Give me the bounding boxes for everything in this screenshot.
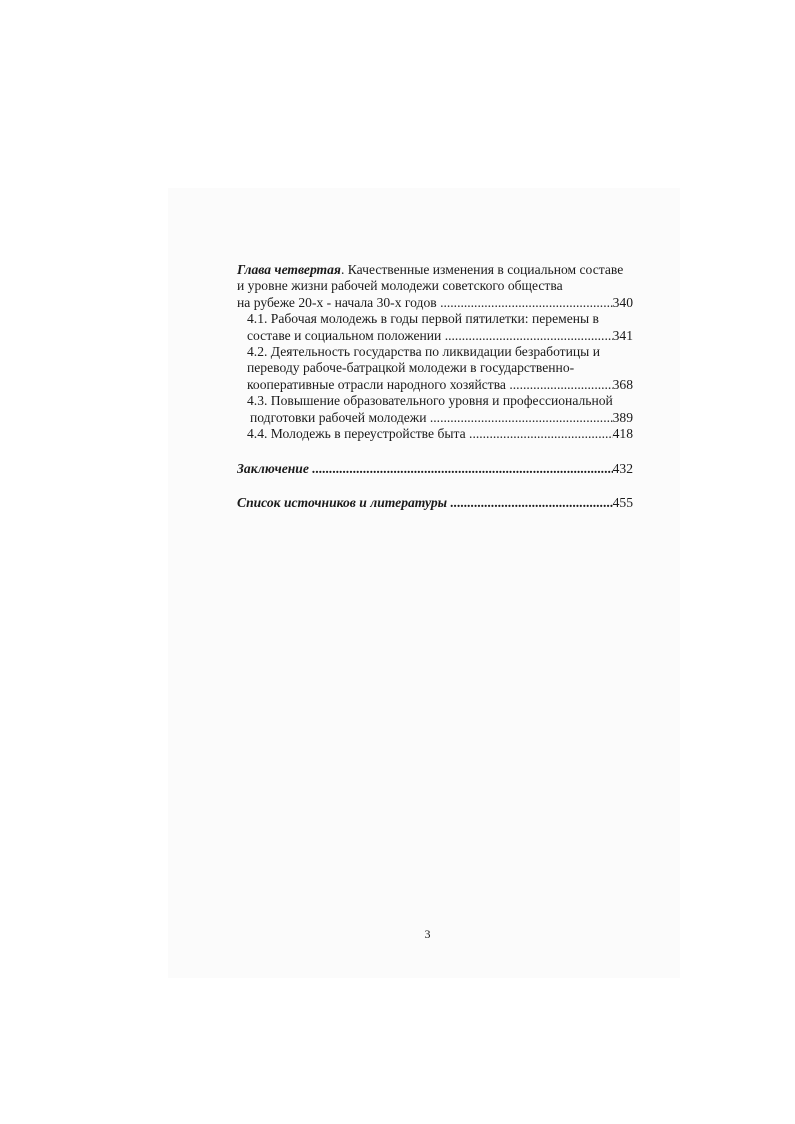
section-4-4-entry[interactable] xyxy=(237,426,633,442)
conclusion-label: Заключение ..... xyxy=(237,461,613,477)
chapter-4-heading xyxy=(237,262,633,278)
chapter-4-entry[interactable] xyxy=(237,295,633,311)
section-4-1-page: 341 xyxy=(612,327,633,343)
section-4-1-line-1: 4.1. Рабочая молодежь в годы первой пятилетки: перемены в xyxy=(247,311,599,327)
sources-entry[interactable] xyxy=(237,495,633,511)
section-4-1-entry[interactable] xyxy=(237,328,633,344)
conclusion-entry[interactable] xyxy=(237,461,633,477)
chapter-4-title-line-2: и уровне жизни рабочей молодежи советского общества xyxy=(237,278,563,294)
conclusion-page: 432 xyxy=(612,461,633,477)
section-4-3-line-2: подготовки рабочей молодежи ..... xyxy=(250,410,613,426)
spacer xyxy=(237,442,633,461)
chapter-4-label: Глава четвертая xyxy=(237,262,341,277)
chapter-4-title-line-3: на рубеже 20-х - начала 30-х годов ..... xyxy=(237,295,613,311)
sources-label: Список источников и литературы ..... xyxy=(237,495,613,511)
sources-page: 455 xyxy=(612,494,633,510)
section-4-2-page: 368 xyxy=(612,376,633,392)
section-4-2-entry[interactable] xyxy=(237,377,633,393)
section-4-3-line-1: 4.3. Повышение образовательного уровня и профессиональной xyxy=(247,393,613,409)
section-4-4-line-1: 4.4. Молодежь в переустройстве быта ..... xyxy=(247,426,613,442)
section-4-3-entry[interactable] xyxy=(237,410,633,426)
section-4-2-line-3: кооперативные отрасли народного хозяйства ..... xyxy=(247,377,613,393)
section-4-4-page: 418 xyxy=(612,426,633,442)
section-4-2-line-1: 4.2. Деятельность государства по ликвидации безработицы и xyxy=(247,344,600,360)
section-4-2-line-2: переводу рабоче-батрацкой молодежи в государственно- xyxy=(247,360,575,376)
section-4-1-line-2: составе и социальном положении ..... xyxy=(247,328,613,344)
chapter-4-page: 340 xyxy=(612,294,633,310)
page-number: 3 xyxy=(424,927,431,941)
table-of-contents xyxy=(237,262,633,511)
chapter-4-title-line-1: . Качественные изменения в социальном составе xyxy=(340,262,624,277)
section-4-3-page: 389 xyxy=(612,409,633,425)
spacer xyxy=(237,478,633,495)
